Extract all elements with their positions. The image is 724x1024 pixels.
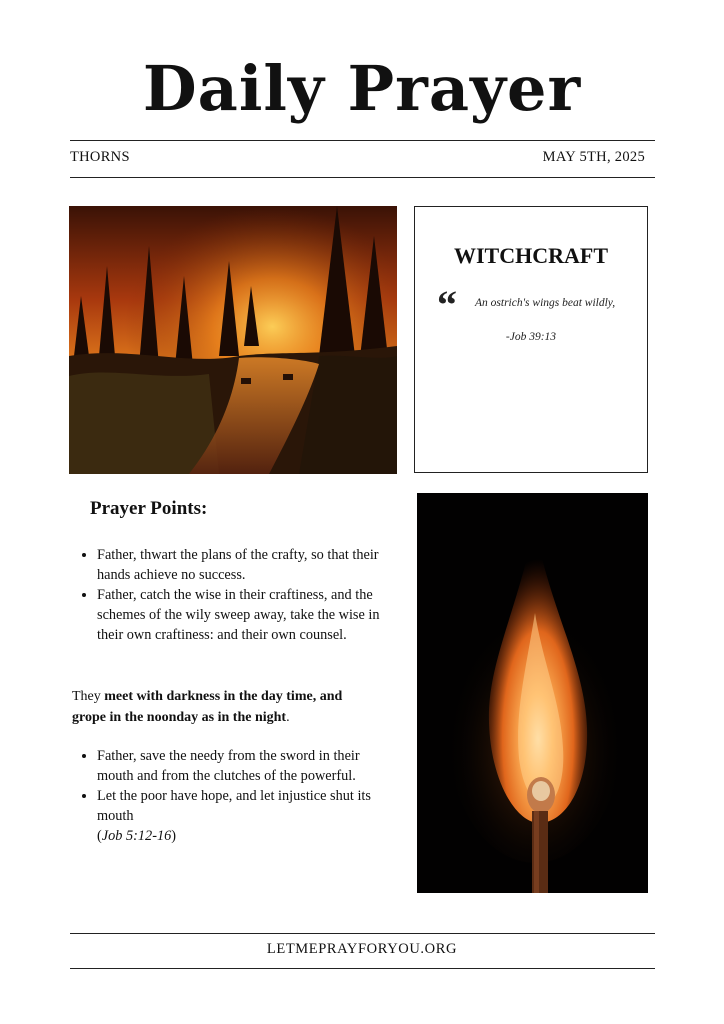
quote-box [414,206,648,473]
list-item [97,786,397,846]
list-item: • Father, thwart the plans of the crafty, so that their hands achieve no success. [97,545,397,585]
citation-open: ( [97,828,102,844]
quote-reference: -Job 39:13 [505,331,557,343]
verse-paragraph [72,686,372,728]
issue-date: MAY 5TH, 2025 [542,149,645,165]
list-item: • Father, save the needy from the sword in their mouth and from the clutches of the powerful. [97,746,397,786]
quote-box-title: WITCHCRAFT [453,243,608,268]
masthead-title: Daily Prayer [142,52,582,125]
burning-match-photo [417,493,648,893]
prayer-points-heading: Prayer Points: [90,498,208,519]
footer-bottom-rule [70,968,655,969]
citation-ref: Job 5:12-16 [101,828,172,844]
verse-bold: meet with darkness in the day time, and grope in the noonday as in the night [72,689,343,725]
footer-top-rule [70,933,655,934]
quote-text: An ostrich's wings beat wildly, [475,297,616,309]
prayer-list-two [80,746,397,846]
citation-close: ) [171,828,177,844]
forest-fire-photo [69,206,397,474]
list-item: • Father, catch the wise in their craftiness, and the schemes of the wily sweep away, take the wise in their own craftiness: and their own counsel. [97,585,397,645]
top-rule [70,140,655,141]
header-bottom-rule [70,177,655,178]
footer-website[interactable]: LETMEPRAYFORYOU.ORG [266,941,458,957]
prayer-list-one [80,545,397,645]
issue-section: THORNS [70,149,130,165]
verse-lead: They [72,689,105,704]
list-item-text: Let the poor have hope, and let injustice shut its mouth [97,788,371,824]
verse-end: . [286,710,290,725]
quote-mark-icon: “ [437,282,457,327]
